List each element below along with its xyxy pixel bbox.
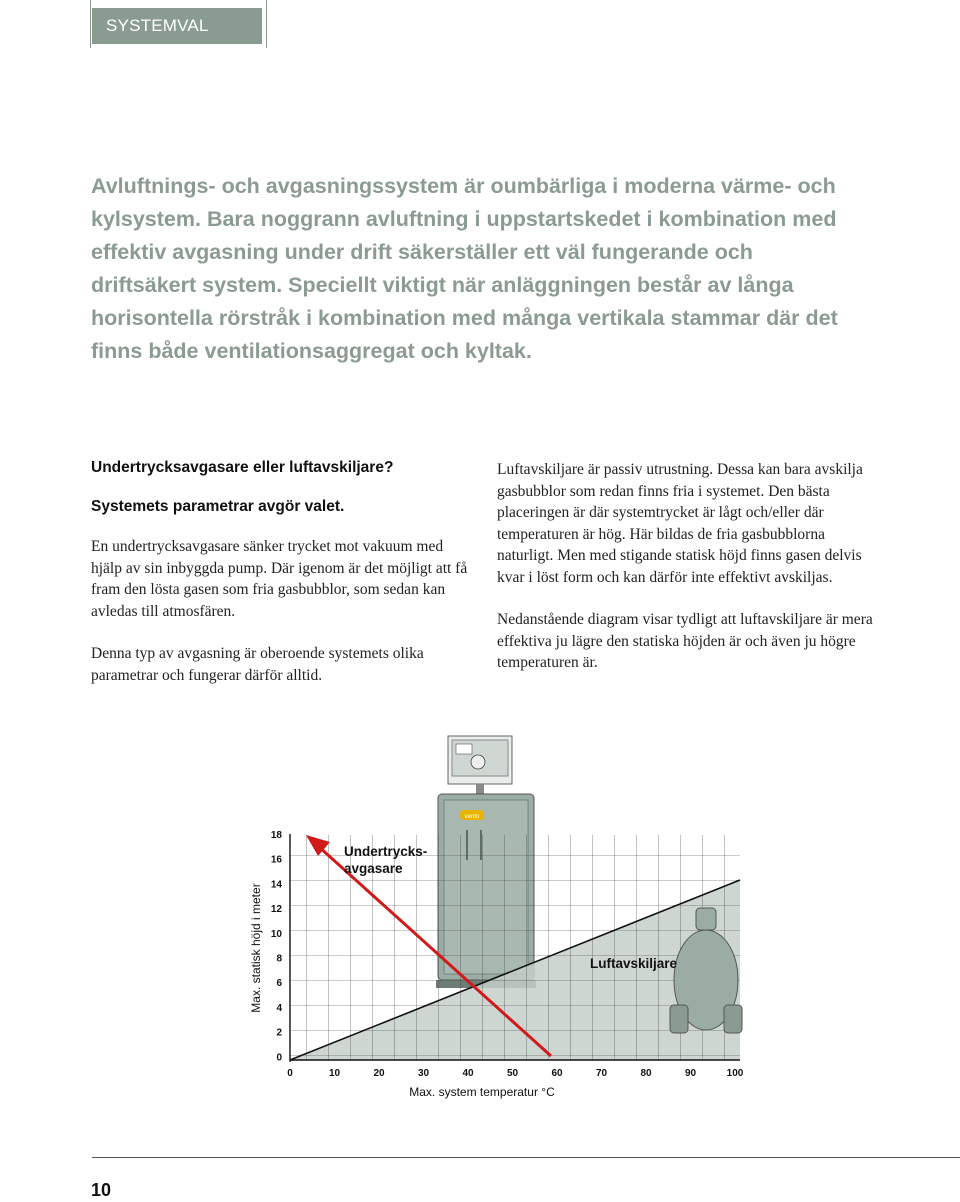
x-tick-label: 100 bbox=[726, 1068, 744, 1079]
y-tick-label: 4 bbox=[276, 1002, 282, 1014]
x-axis-ticks bbox=[287, 1068, 744, 1079]
paragraph-diagram-intro: Nedanstående diagram visar tydligt att luftavskiljare är mera effektiva ju lägre den statiska höjden är och även ju högre temperaturen är. bbox=[497, 611, 873, 671]
y-tick-label: 0 bbox=[276, 1052, 282, 1064]
x-tick-label: 20 bbox=[373, 1068, 385, 1079]
x-tick-label: 40 bbox=[462, 1068, 474, 1079]
header-rule-left bbox=[90, 0, 91, 48]
x-tick-label: 0 bbox=[287, 1068, 293, 1079]
page-number: 10 bbox=[91, 1180, 112, 1200]
y-tick-label: 16 bbox=[270, 854, 282, 866]
x-tick-label: 30 bbox=[417, 1068, 430, 1079]
x-tick-label: 80 bbox=[640, 1068, 652, 1079]
y-tick-label: 2 bbox=[276, 1027, 282, 1039]
x-tick-label: 60 bbox=[551, 1068, 563, 1079]
x-axis-label-text: Max. system temperatur bbox=[409, 1085, 542, 1099]
x-axis-unit: °C bbox=[541, 1085, 555, 1099]
y-axis-ticks bbox=[271, 830, 283, 1063]
footer-rule bbox=[92, 1157, 960, 1158]
intro-paragraph: Avluftnings- och avgasningssystem är oumbärliga i moderna värme- och kylsystem. Bara noggrann avluftning i uppstartskedet i kombination med effektiv avgasning under drift säkerställer ett väl fungerande och driftsäkert system. Speciellt viktigt när anläggningen består av långa horisontella rörstråk i kombination med många vertikala stammar där det finns både ventilationsaggregat och kyltak. bbox=[91, 174, 838, 363]
y-tick-label: 8 bbox=[276, 953, 282, 965]
y-tick-label: 18 bbox=[270, 830, 282, 841]
x-tick-label: 70 bbox=[595, 1068, 608, 1079]
right-column bbox=[497, 459, 877, 695]
device-badge: vento bbox=[464, 814, 480, 820]
paragraph-vacuum-degasser: En undertrycksavgasare sänker trycket mot vakuum med hjälp av sin inbyggda pump. Där igenom är det möjligt att få fram den lösta gasen som fria gasbubblor, som sedan kan avledas till atmosfären. bbox=[91, 538, 468, 620]
y-axis-label: Max. statisk höjd i meter bbox=[249, 883, 263, 1013]
heading-parameters: Systemets parametrar avgör valet. bbox=[91, 498, 345, 515]
y-tick-label: 10 bbox=[270, 928, 282, 940]
x-tick-label: 10 bbox=[328, 1068, 341, 1079]
diagram bbox=[240, 730, 760, 1140]
header-rule-right bbox=[266, 0, 267, 48]
x-tick-label: 90 bbox=[684, 1068, 697, 1079]
x-axis-label bbox=[409, 1085, 555, 1099]
heading-question: Undertrycksavgasare eller luftavskiljare? bbox=[91, 459, 394, 476]
label-vacuum-line1: Undertrycks- bbox=[344, 844, 428, 859]
left-column bbox=[91, 457, 471, 707]
y-tick-label: 14 bbox=[270, 879, 282, 891]
label-vacuum-line2: avgasare bbox=[344, 861, 403, 876]
y-tick-label: 6 bbox=[276, 978, 282, 990]
paragraph-air-separator: Luftavskiljare är passiv utrustning. Dessa kan bara avskilja gasbubblor som redan finns fria i systemet. Den bästa placeringen är där systemtrycket är lågt och/eller där temperaturen är hög. Här bildas de fria gasbubblorna naturligt. Men med stigande statisk höjd finns gasen delvis kvar i löst form och kan därför inte effektivt avskiljas. bbox=[497, 461, 863, 586]
label-air-separator: Luftavskiljare bbox=[590, 956, 678, 971]
section-tab: SYSTEMVAL bbox=[92, 8, 262, 44]
y-tick-label: 12 bbox=[270, 904, 282, 916]
paragraph-independence: Denna typ av avgasning är oberoende systemets olika parametrar och fungerar därför alltid. bbox=[91, 645, 424, 684]
x-tick-label: 50 bbox=[506, 1068, 519, 1079]
